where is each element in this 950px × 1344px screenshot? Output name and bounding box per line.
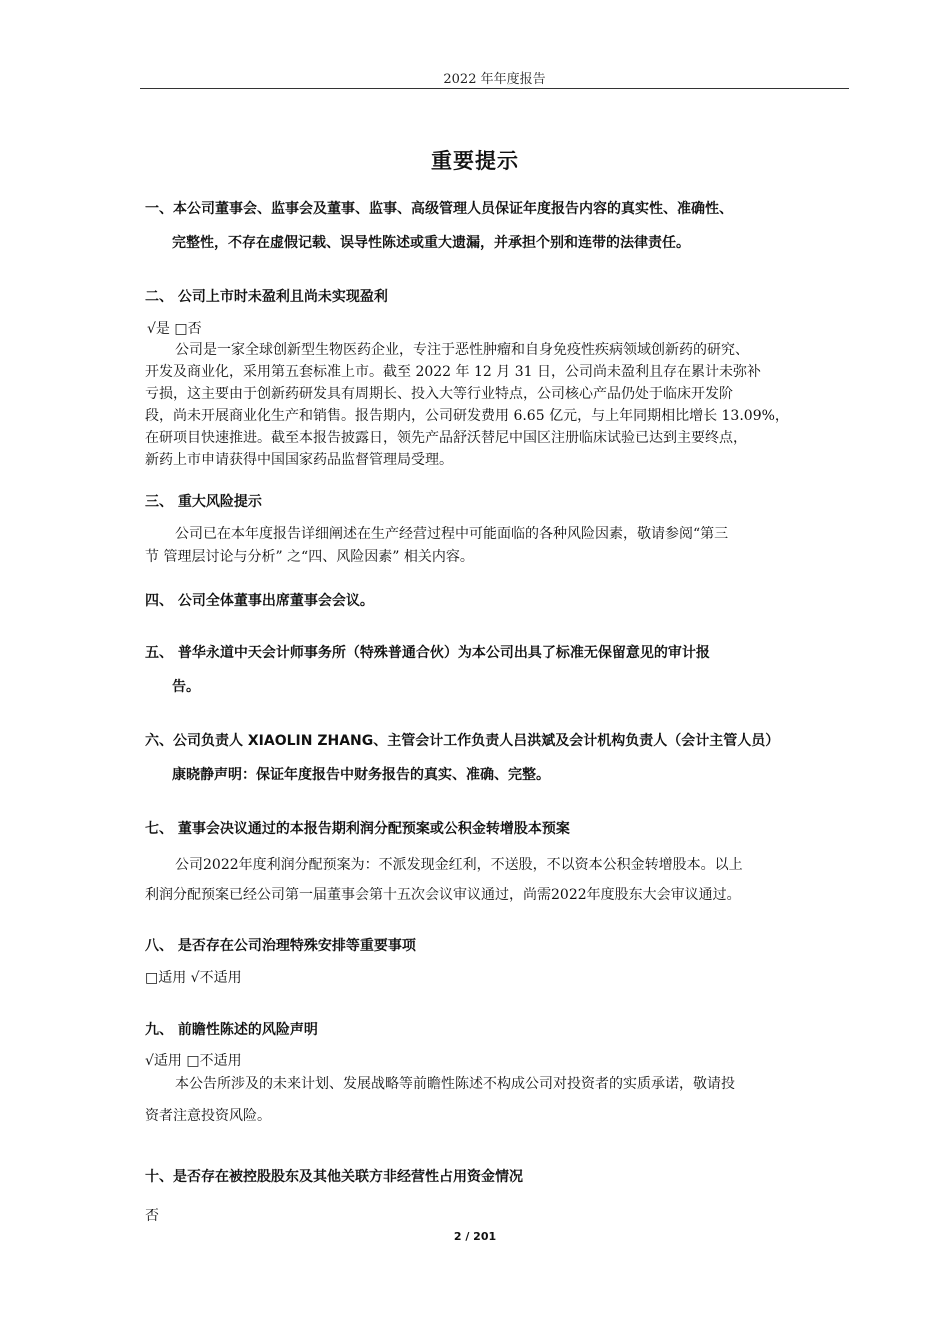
section-5-line-2: 告。	[172, 679, 200, 695]
section-2-line-2: 开发及商业化，采用第五套标准上市。截至 2022 年 12 月 31 日，公司尚未盈利且存在累计未弥补	[145, 364, 761, 380]
section-9-choice: √适用 □不适用	[145, 1053, 242, 1069]
page-title: 重要提示	[431, 149, 519, 173]
section-10-answer: 否	[145, 1208, 159, 1224]
section-9-line-1: 本公告所涉及的未来计划、发展战略等前瞻性陈述不构成公司对投资者的实质承诺，敬请投	[175, 1076, 735, 1092]
section-9-heading: 九、 前瞻性陈述的风险声明	[145, 1022, 318, 1038]
section-4-heading: 四、 公司全体董事出席董事会会议。	[145, 593, 374, 609]
section-2-heading: 二、 公司上市时未盈利且尚未实现盈利	[145, 289, 388, 305]
section-2-line-3: 亏损，这主要由于创新药研发具有周期长、投入大等行业特点，公司核心产品仍处于临床开发阶	[145, 386, 733, 402]
section-2-line-5: 在研项目快速推进。截至本报告披露日，领先产品舒沃替尼中国区注册临床试验已达到主要终点，	[145, 430, 747, 446]
running-header: 2022 年年度报告	[443, 72, 546, 87]
section-9-line-2: 资者注意投资风险。	[145, 1108, 271, 1124]
page-number: 2 / 201	[453, 1230, 497, 1243]
section-6-line-1: 六、公司负责人 XIAOLIN ZHANG、主管会计工作负责人吕洪斌及会计机构负责人（会计主管人员）	[145, 733, 780, 749]
section-2-choice: √是 □否	[147, 321, 202, 337]
section-7-line-2: 利润分配预案已经公司第一届董事会第十五次会议审议通过，尚需2022年度股东大会审议通过。	[145, 887, 741, 903]
section-3-line-1: 公司已在本年度报告详细阐述在生产经营过程中可能面临的各种风险因素，敬请参阅“第三	[175, 526, 729, 542]
section-5-line-1: 五、 普华永道中天会计师事务所（特殊普通合伙）为本公司出具了标准无保留意见的审计报	[145, 645, 710, 661]
section-10-heading: 十、是否存在被控股股东及其他关联方非经营性占用资金情况	[145, 1169, 523, 1185]
section-7-line-1: 公司2022年度利润分配预案为：不派发现金红利，不送股，不以资本公积金转增股本。以上	[175, 857, 743, 873]
section-8-heading: 八、 是否存在公司治理特殊安排等重要事项	[145, 938, 416, 954]
header-rule	[140, 88, 849, 89]
section-2-line-6: 新药上市申请获得中国国家药品监督管理局受理。	[145, 452, 453, 468]
section-7-heading: 七、 董事会决议通过的本报告期利润分配预案或公积金转增股本预案	[145, 821, 570, 837]
section-2-line-4: 段，尚未开展商业化生产和销售。报告期内，公司研发费用 6.65 亿元，与上年同期相比增长 13.09%，	[145, 408, 789, 424]
section-3-line-2: 节 管理层讨论与分析” 之“四、风险因素” 相关内容。	[145, 549, 474, 565]
section-1-line-2: 完整性，不存在虚假记载、误导性陈述或重大遗漏，并承担个别和连带的法律责任。	[172, 235, 690, 251]
section-1-line-1: 一、本公司董事会、监事会及董事、监事、高级管理人员保证年度报告内容的真实性、准确性、	[145, 201, 733, 217]
section-3-heading: 三、 重大风险提示	[145, 494, 262, 510]
section-8-choice: □适用 √不适用	[145, 970, 242, 986]
section-2-line-1: 公司是一家全球创新型生物医药企业，专注于恶性肿瘤和自身免疫性疾病领域创新药的研究、	[175, 342, 749, 358]
section-6-line-2: 康晓静声明：保证年度报告中财务报告的真实、准确、完整。	[172, 767, 550, 783]
